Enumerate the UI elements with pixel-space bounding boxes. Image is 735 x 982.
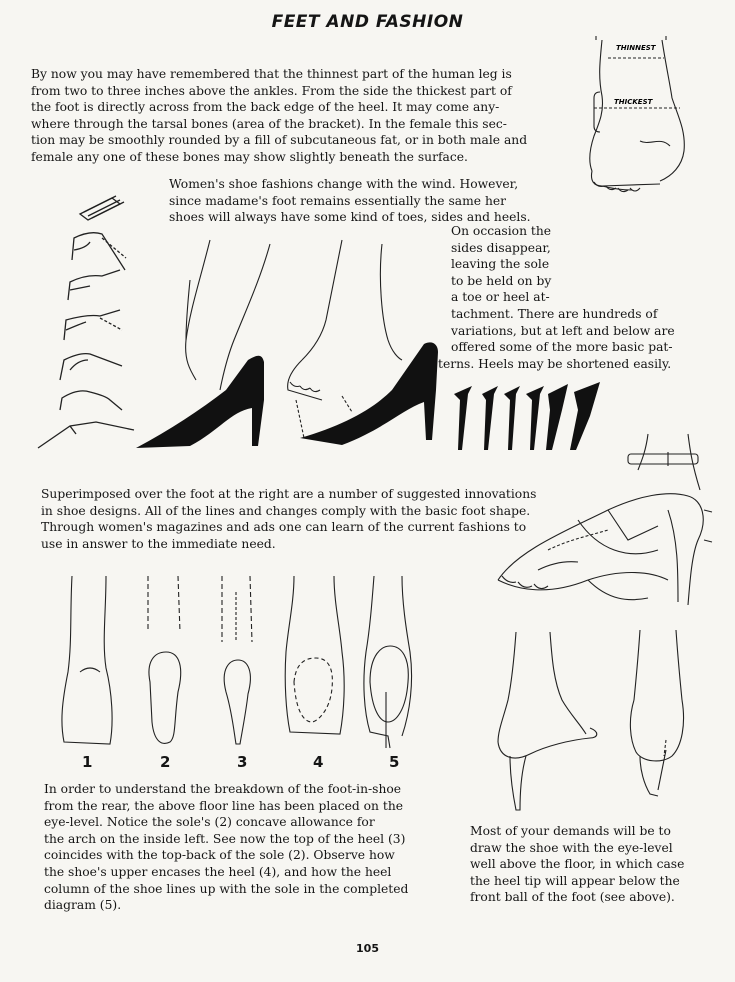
text-line: in shoe designs. All of the lines and changes comply with the basic foot shape. (41, 503, 531, 518)
foot-in-shoe-illustration (282, 240, 452, 455)
shoe-fashions-paragraph (169, 176, 531, 226)
text-line: tion may be smoothly rounded by a fill of subcutaneous fat, or in both male and (31, 133, 528, 148)
text-line: Most of your demands will be to (470, 824, 671, 838)
page-title: FEET AND FASHION (271, 12, 464, 32)
step-number-2: 2 (160, 753, 171, 771)
text-line: terns. Heels may be shortened easily. (438, 356, 672, 371)
text-line: column of the shoe lines up with the sole in the completed (44, 881, 409, 896)
step-number-5: 5 (389, 753, 400, 771)
text-line: Women's shoe fashions change with the wind. However, (169, 177, 519, 191)
shoe-fashions-paragraph-wide (438, 306, 675, 372)
shoe-design-innovations-illustration (478, 430, 723, 615)
text-line: front ball of the foot (see above). (470, 890, 675, 905)
text-line: coincides with the top-back of the sole (2). Observe how (44, 848, 395, 863)
text-line: Superimposed over the foot at the right are a number of suggested innovations (41, 487, 537, 501)
text-line: a toe or heel at- (451, 290, 550, 305)
text-line: the arch on the inside left. See now the top of the heel (3) (44, 831, 406, 846)
text-line: Through women's magazines and ads one can learn of the current fashions to (41, 520, 527, 535)
shoe-fashions-paragraph-continued (451, 223, 551, 306)
text-line: sides disappear, (451, 240, 551, 255)
shoe-above-eye-level-illustration (490, 630, 720, 810)
text-line: On occasion the (451, 224, 552, 238)
text-line: offered some of the more basic pat- (451, 340, 673, 355)
text-line: shoes will always have some kind of toes, sides and heels. (169, 210, 531, 225)
leg-thickness-illustration (580, 36, 710, 216)
text-line: from two to three inches above the ankles. From the side the thickest part of (31, 83, 512, 98)
text-line: draw the shoe with the eye-level (470, 840, 673, 855)
step-number-1: 1 (82, 753, 93, 771)
text-line: variations, but at left and below are (451, 323, 675, 338)
text-line: tachment. There are hundreds of (451, 307, 658, 321)
text-line: the shoe's upper encases the heel (4), and how the heel (44, 864, 392, 879)
step-number-4: 4 (313, 753, 324, 771)
step-number-3: 3 (237, 753, 248, 771)
demands-paragraph (470, 823, 684, 906)
rear-view-breakdown-sequence (50, 572, 420, 752)
text-line: the heel tip will appear below the (470, 873, 680, 888)
text-line: use in answer to the immediate need. (41, 536, 276, 551)
thickest-label: THICKEST (614, 98, 653, 106)
thinnest-label: THINNEST (616, 44, 656, 52)
text-line: eye-level. Notice the sole's (2) concave allowance for (44, 815, 375, 830)
page-number: 105 (356, 942, 379, 955)
text-line: the foot is directly across from the back edge of the heel. It may come any- (31, 100, 500, 115)
black-pump-illustration (130, 240, 300, 455)
breakdown-paragraph (44, 781, 408, 914)
text-line: from the rear, the above floor line has been placed on the (44, 798, 404, 813)
intro-paragraph (31, 66, 527, 166)
text-line: to be held on by (451, 273, 552, 288)
text-line: well above the floor, in which case (470, 857, 685, 872)
text-line: In order to understand the breakdown of the foot-in-shoe (44, 782, 402, 796)
text-line: where through the tarsal bones (area of the bracket). In the female this sec- (31, 116, 507, 131)
text-line: diagram (5). (44, 898, 122, 913)
text-line: female any one of these bones may show slightly beneath the surface. (31, 149, 468, 164)
text-line: leaving the sole (451, 257, 550, 272)
text-line: By now you may have remembered that the thinnest part of the human leg is (31, 67, 512, 81)
text-line: since madame's foot remains essentially the same her (169, 193, 507, 208)
superimposed-paragraph (41, 486, 536, 552)
